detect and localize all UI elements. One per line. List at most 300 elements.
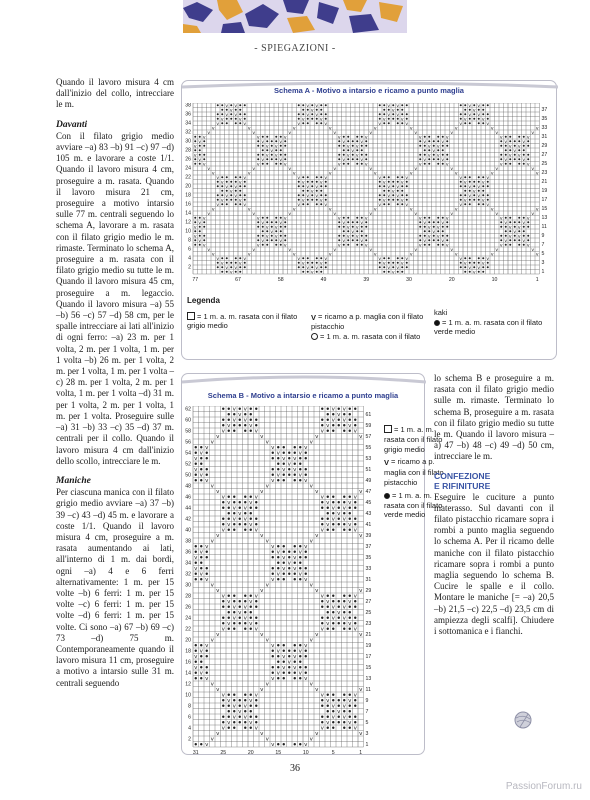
- stitch-dot: [321, 617, 323, 619]
- stitch-v: v: [297, 121, 301, 127]
- stitch-dot: [361, 154, 363, 156]
- stitch-v: v: [486, 202, 490, 208]
- stitch-dot: [464, 257, 466, 259]
- legend-item-text: = ricamo a p. maglia con il filato pistacchio: [384, 457, 444, 487]
- stitch-v: v: [227, 720, 231, 727]
- stitch-v: v: [468, 112, 472, 118]
- stitch-dot: [299, 666, 301, 668]
- stitch-dot: [343, 529, 345, 531]
- stitch-v: v: [315, 687, 319, 694]
- stitch-dot: [200, 743, 202, 745]
- stitch-v: v: [227, 522, 231, 529]
- stitch-dot: [379, 113, 381, 115]
- stitch-dot: [406, 199, 408, 201]
- row-label-left: 12: [185, 219, 191, 226]
- stitch-dot: [446, 154, 448, 156]
- stitch-dot: [222, 523, 224, 525]
- stitch-dot: [460, 104, 462, 106]
- stitch-dot: [288, 474, 290, 476]
- stitch-dot: [437, 163, 439, 165]
- row-label-right: 39: [365, 532, 372, 539]
- stitch-dot: [250, 628, 252, 630]
- stitch-dot: [294, 551, 296, 553]
- column-label: 10: [491, 277, 498, 283]
- row-label-left: 12: [185, 681, 191, 688]
- stitch-dot: [401, 122, 403, 124]
- stitch-dot: [349, 694, 351, 696]
- stitch-v: v: [271, 577, 275, 584]
- stitch-dot: [354, 523, 356, 525]
- stitch-dot: [419, 235, 421, 237]
- stitch-dot: [354, 617, 356, 619]
- stitch-v: v: [220, 198, 224, 204]
- stitch-dot: [446, 239, 448, 241]
- stitch-dot: [235, 122, 237, 124]
- row-label-left: 14: [185, 670, 191, 677]
- stitch-dot: [244, 199, 246, 201]
- stitch-dot: [469, 181, 471, 183]
- stitch-v: v: [400, 261, 404, 267]
- stitch-v: v: [369, 247, 373, 253]
- stitch-dot: [294, 743, 296, 745]
- stitch-v: v: [535, 126, 539, 132]
- stitch-dot: [299, 578, 301, 580]
- stitch-dot: [332, 721, 334, 723]
- row-label-right: 55: [365, 444, 372, 451]
- schema-b-chart: [181, 406, 378, 757]
- stitch-dot: [419, 140, 421, 142]
- stitch-dot: [228, 606, 230, 608]
- stitch-dot: [320, 271, 322, 273]
- stitch-v: v: [293, 665, 297, 672]
- stitch-dot: [343, 217, 345, 219]
- stitch-dot: [354, 606, 356, 608]
- stitch-dot: [383, 190, 385, 192]
- stitch-dot: [280, 149, 282, 151]
- stitch-dot: [307, 190, 309, 192]
- stitch-v: v: [326, 500, 330, 507]
- stitch-dot: [239, 721, 241, 723]
- stitch-dot: [356, 149, 358, 151]
- legend-item-text: = ricamo a p. maglia con il filato pistacchio: [311, 311, 424, 332]
- stitch-dot: [195, 545, 197, 547]
- stitch-v: v: [468, 265, 472, 271]
- stitch-v: v: [364, 216, 368, 222]
- stitch-v: v: [535, 171, 539, 177]
- stitch-dot: [361, 149, 363, 151]
- stitch-dot: [401, 104, 403, 106]
- stitch-dot: [343, 710, 345, 712]
- row-label-right: 7: [541, 242, 545, 249]
- stitch-dot: [352, 239, 354, 241]
- stitch-dot: [527, 140, 529, 142]
- stitch-dot: [338, 600, 340, 602]
- schema-a-title: Schema A - Motivo a intarsio e ricamo a punto maglia: [274, 86, 464, 95]
- stitch-dot: [239, 705, 241, 707]
- stitch-dot: [299, 457, 301, 459]
- stitch-dot: [255, 622, 257, 624]
- stitch-v: v: [276, 450, 280, 457]
- row-label-right: 27: [365, 598, 372, 605]
- row-label-right: 13: [541, 215, 548, 222]
- row-label-left: 22: [185, 626, 191, 633]
- stitch-dot: [316, 199, 318, 201]
- stitch-dot: [379, 266, 381, 268]
- column-label: 5: [331, 750, 335, 756]
- stitch-dot: [327, 529, 329, 531]
- legend-item-text: = 1 m. a. m. rasata con il filato grigio medio: [384, 425, 443, 454]
- stitch-dot: [383, 104, 385, 106]
- stitch-dot: [194, 158, 196, 160]
- stitch-dot: [244, 104, 246, 106]
- stitch-dot: [320, 104, 322, 106]
- stitch-dot: [332, 699, 334, 701]
- stitch-dot: [280, 154, 282, 156]
- stitch-dot: [354, 507, 356, 509]
- stitch-v: v: [261, 139, 265, 145]
- stitch-v: v: [508, 153, 512, 159]
- stitch-dot: [257, 239, 259, 241]
- stitch-dot: [397, 118, 399, 120]
- stitch-dot: [288, 551, 290, 553]
- stitch-dot: [505, 230, 507, 232]
- stitch-v: v: [297, 202, 301, 208]
- stitch-v: v: [310, 108, 314, 114]
- stitch-dot: [239, 122, 241, 124]
- stitch-dot: [354, 518, 356, 520]
- stitch-dot: [283, 562, 285, 564]
- stitch-dot: [361, 235, 363, 237]
- stitch-dot: [505, 163, 507, 165]
- stitch-dot: [230, 118, 232, 120]
- stitch-dot: [239, 203, 241, 205]
- stitch-dot: [294, 650, 296, 652]
- stitch-dot: [228, 705, 230, 707]
- stitch-dot: [383, 176, 385, 178]
- stitch-dot: [262, 244, 264, 246]
- stitch-v: v: [265, 681, 269, 688]
- stitch-dot: [311, 118, 313, 120]
- stitch-dot: [283, 551, 285, 553]
- maniche-paragraph: Per ciascuna manica con il filato grigio medio avviare –a) 37 –b) 39 –c) 43 –d) 45 m. e lavorare a coste 1/1. Quando il lavoro misura 4 cm, proseguire a m. rasata aumentando ai lati, all'interno di 1 m. dai bordi, ogni –a) 4 e 6 ferri alternativamente: 1 m. per 15 volte –b) 6 ferri: 1 m. per 15 volte –c) 6 ferri: 1 m. per 15 volte –d) 6 ferri: 1 m. per 15 volte. Ci sono –a) 67 –b) 69 –c) 73 –d) 75 m. Contemporaneamente quando il lavoro misura 11 cm, proseguire a motivo a intarsio sulle 31 m. centrali seguendo: [56, 487, 174, 688]
- stitch-dot: [401, 203, 403, 205]
- stitch-dot: [221, 194, 223, 196]
- stitch-v: v: [265, 234, 269, 240]
- stitch-dot: [514, 140, 516, 142]
- row-label-left: 56: [185, 439, 191, 446]
- stitch-dot: [397, 271, 399, 273]
- stitch-dot: [365, 158, 367, 160]
- stitch-v: v: [535, 252, 539, 258]
- stitch-dot: [433, 154, 435, 156]
- stitch-dot: [424, 136, 426, 138]
- stitch-dot: [460, 181, 462, 183]
- stitch-v: v: [232, 615, 236, 622]
- stitch-dot: [505, 136, 507, 138]
- stitch-v: v: [292, 252, 296, 258]
- stitch-dot: [464, 185, 466, 187]
- stitch-dot: [250, 617, 252, 619]
- yarn-ball-icon: [514, 711, 534, 729]
- stitch-dot: [509, 163, 511, 165]
- stitch-v: v: [205, 478, 209, 485]
- stitch-v: v: [517, 234, 521, 240]
- stitch-dot: [397, 257, 399, 259]
- stitch-dot: [343, 230, 345, 232]
- stitch-dot: [228, 529, 230, 531]
- stitch-dot: [332, 611, 334, 613]
- stitch-dot: [338, 424, 340, 426]
- stitch-v: v: [283, 243, 287, 249]
- stitch-v: v: [265, 538, 269, 545]
- stitch-dot: [349, 611, 351, 613]
- stitch-v: v: [333, 166, 337, 172]
- row-label-right: 33: [541, 125, 548, 132]
- stitch-dot: [235, 118, 237, 120]
- row-label-right: 23: [365, 620, 372, 627]
- stitch-dot: [505, 145, 507, 147]
- stitch-dot: [294, 545, 296, 547]
- stitch-dot: [299, 556, 301, 558]
- stitch-dot: [244, 600, 246, 602]
- stitch-dot: [379, 262, 381, 264]
- stitch-dot: [487, 199, 489, 201]
- stitch-dot: [327, 705, 329, 707]
- stitch-dot: [255, 408, 257, 410]
- stitch-v: v: [238, 180, 242, 186]
- stitch-v: v: [293, 456, 297, 463]
- stitch-v: v: [409, 171, 413, 177]
- stitch-v: v: [490, 171, 494, 177]
- row-label-left: 48: [185, 483, 191, 490]
- stitch-dot: [233, 710, 235, 712]
- stitch-v: v: [193, 144, 197, 150]
- stitch-dot: [428, 140, 430, 142]
- stitch-dot: [352, 235, 354, 237]
- stitch-v: v: [320, 692, 324, 699]
- stitch-dot: [294, 573, 296, 575]
- stitch-v: v: [490, 252, 494, 258]
- stitch-dot: [272, 468, 274, 470]
- stitch-dot: [338, 158, 340, 160]
- stitch-v: v: [304, 445, 308, 452]
- stitch-dot: [433, 226, 435, 228]
- stitch-dot: [442, 226, 444, 228]
- legend-a-continued: [434, 308, 556, 337]
- stitch-dot: [464, 266, 466, 268]
- stitch-dot: [288, 655, 290, 657]
- stitch-v: v: [378, 121, 382, 127]
- stitch-v: v: [337, 216, 341, 222]
- stitch-dot: [200, 468, 202, 470]
- stitch-v: v: [369, 211, 373, 217]
- stitch-dot: [332, 628, 334, 630]
- stitch-dot: [302, 122, 304, 124]
- stitch-dot: [343, 699, 345, 701]
- stitch-v: v: [232, 714, 236, 721]
- stitch-dot: [299, 661, 301, 663]
- stitch-v: v: [249, 522, 253, 529]
- stitch-dot: [388, 257, 390, 259]
- stitch-dot: [244, 501, 246, 503]
- stitch-dot: [294, 677, 296, 679]
- stitch-dot: [327, 413, 329, 415]
- stitch-dot: [206, 567, 208, 569]
- stitch-dot: [321, 424, 323, 426]
- stitch-dot: [320, 122, 322, 124]
- stitch-v: v: [331, 615, 335, 622]
- stitch-v: v: [199, 571, 203, 578]
- stitch-dot: [437, 217, 439, 219]
- stitch-dot: [288, 567, 290, 569]
- watermark: PassionForum.ru: [505, 781, 582, 792]
- stitch-dot: [482, 203, 484, 205]
- stitch-dot: [518, 163, 520, 165]
- stitch-dot: [349, 595, 351, 597]
- stitch-dot: [307, 109, 309, 111]
- stitch-dot: [222, 507, 224, 509]
- stitch-dot: [199, 244, 201, 246]
- stitch-v: v: [293, 566, 297, 573]
- stitch-dot: [401, 176, 403, 178]
- stitch-dot: [392, 266, 394, 268]
- stitch-v: v: [400, 198, 404, 204]
- stitch-v: v: [194, 654, 198, 661]
- stitch-v: v: [216, 175, 220, 181]
- stitch-dot: [487, 104, 489, 106]
- stitch-dot: [419, 221, 421, 223]
- stitch-dot: [514, 145, 516, 147]
- left-text-column: [56, 77, 174, 689]
- stitch-v: v: [477, 193, 481, 199]
- stitch-dot: [487, 181, 489, 183]
- row-label-left: 50: [185, 472, 191, 479]
- stitch-dot: [200, 655, 202, 657]
- stitch-dot: [244, 628, 246, 630]
- stitch-v: v: [531, 211, 535, 217]
- stitch-v: v: [423, 238, 427, 244]
- stitch-dot: [523, 149, 525, 151]
- stitch-dot: [527, 158, 529, 160]
- stitch-v: v: [276, 670, 280, 677]
- stitch-dot: [250, 716, 252, 718]
- stitch-dot: [272, 556, 274, 558]
- stitch-dot: [349, 716, 351, 718]
- stitch-v: v: [252, 211, 256, 217]
- stitch-dot: [206, 573, 208, 575]
- stitch-v: v: [418, 216, 422, 222]
- stitch-dot: [379, 118, 381, 120]
- stitch-dot: [321, 523, 323, 525]
- stitch-dot: [338, 140, 340, 142]
- stitch-dot: [203, 221, 205, 223]
- filled-dot-icon: [384, 493, 390, 499]
- stitch-dot: [473, 266, 475, 268]
- stitch-dot: [437, 158, 439, 160]
- stitch-v: v: [382, 198, 386, 204]
- stitch-v: v: [373, 171, 377, 177]
- stitch-dot: [327, 518, 329, 520]
- stitch-v: v: [369, 130, 373, 136]
- stitch-dot: [361, 145, 363, 147]
- stitch-dot: [221, 203, 223, 205]
- stitch-dot: [518, 136, 520, 138]
- stitch-dot: [325, 266, 327, 268]
- stitch-v: v: [210, 736, 214, 743]
- stitch-dot: [277, 644, 279, 646]
- stitch-dot: [332, 424, 334, 426]
- stitch-dot: [222, 606, 224, 608]
- stitch-v: v: [342, 139, 346, 145]
- stitch-v: v: [391, 270, 395, 276]
- stitch-v: v: [378, 256, 382, 262]
- stitch-v: v: [359, 533, 363, 540]
- stitch-dot: [347, 163, 349, 165]
- row-label-left: 6: [188, 714, 191, 721]
- stitch-dot: [262, 226, 264, 228]
- stitch-v: v: [373, 207, 377, 213]
- stitch-v: v: [328, 171, 332, 177]
- stitch-v: v: [418, 135, 422, 141]
- stitch-dot: [523, 154, 525, 156]
- stitch-v: v: [414, 247, 418, 253]
- stitch-v: v: [247, 126, 251, 132]
- stitch-v: v: [373, 126, 377, 132]
- row-label-right: 33: [365, 565, 372, 572]
- stitch-dot: [294, 474, 296, 476]
- stitch-dot: [228, 611, 230, 613]
- stitch-dot: [262, 217, 264, 219]
- stitch-v: v: [508, 225, 512, 231]
- stitch-v: v: [249, 423, 253, 430]
- stitch-dot: [235, 181, 237, 183]
- stitch-v: v: [326, 698, 330, 705]
- stitch-v: v: [304, 544, 308, 551]
- stitch-v: v: [298, 670, 302, 677]
- stitch-dot: [250, 694, 252, 696]
- stitch-dot: [244, 529, 246, 531]
- stitch-v: v: [513, 148, 517, 154]
- stitch-v: v: [232, 417, 236, 424]
- stitch-dot: [277, 677, 279, 679]
- stitch-v: v: [309, 681, 313, 688]
- stitch-v: v: [423, 139, 427, 145]
- stitch-dot: [284, 158, 286, 160]
- legend-title: Legenda: [187, 296, 220, 305]
- stitch-v: v: [364, 162, 368, 168]
- stitch-v: v: [287, 461, 291, 468]
- stitch-v: v: [274, 144, 278, 150]
- stitch-v: v: [355, 153, 359, 159]
- stitch-dot: [255, 501, 257, 503]
- stitch-dot: [217, 199, 219, 201]
- stitch-dot: [327, 628, 329, 630]
- row-label-left: 2: [188, 736, 191, 743]
- stitch-dot: [518, 230, 520, 232]
- stitch-v: v: [293, 555, 297, 562]
- stitch-v: v: [260, 731, 264, 738]
- legend-item-text: = 1 m. a. m. rasata con il filato grigio medio: [187, 311, 298, 331]
- stitch-v: v: [254, 494, 258, 501]
- stitch-dot: [283, 743, 285, 745]
- stitch-v: v: [360, 220, 364, 226]
- stitch-dot: [200, 661, 202, 663]
- stitch-dot: [349, 628, 351, 630]
- row-label-right: 11: [541, 224, 547, 231]
- stitch-dot: [401, 266, 403, 268]
- stitch-v: v: [282, 665, 286, 672]
- stitch-dot: [222, 716, 224, 718]
